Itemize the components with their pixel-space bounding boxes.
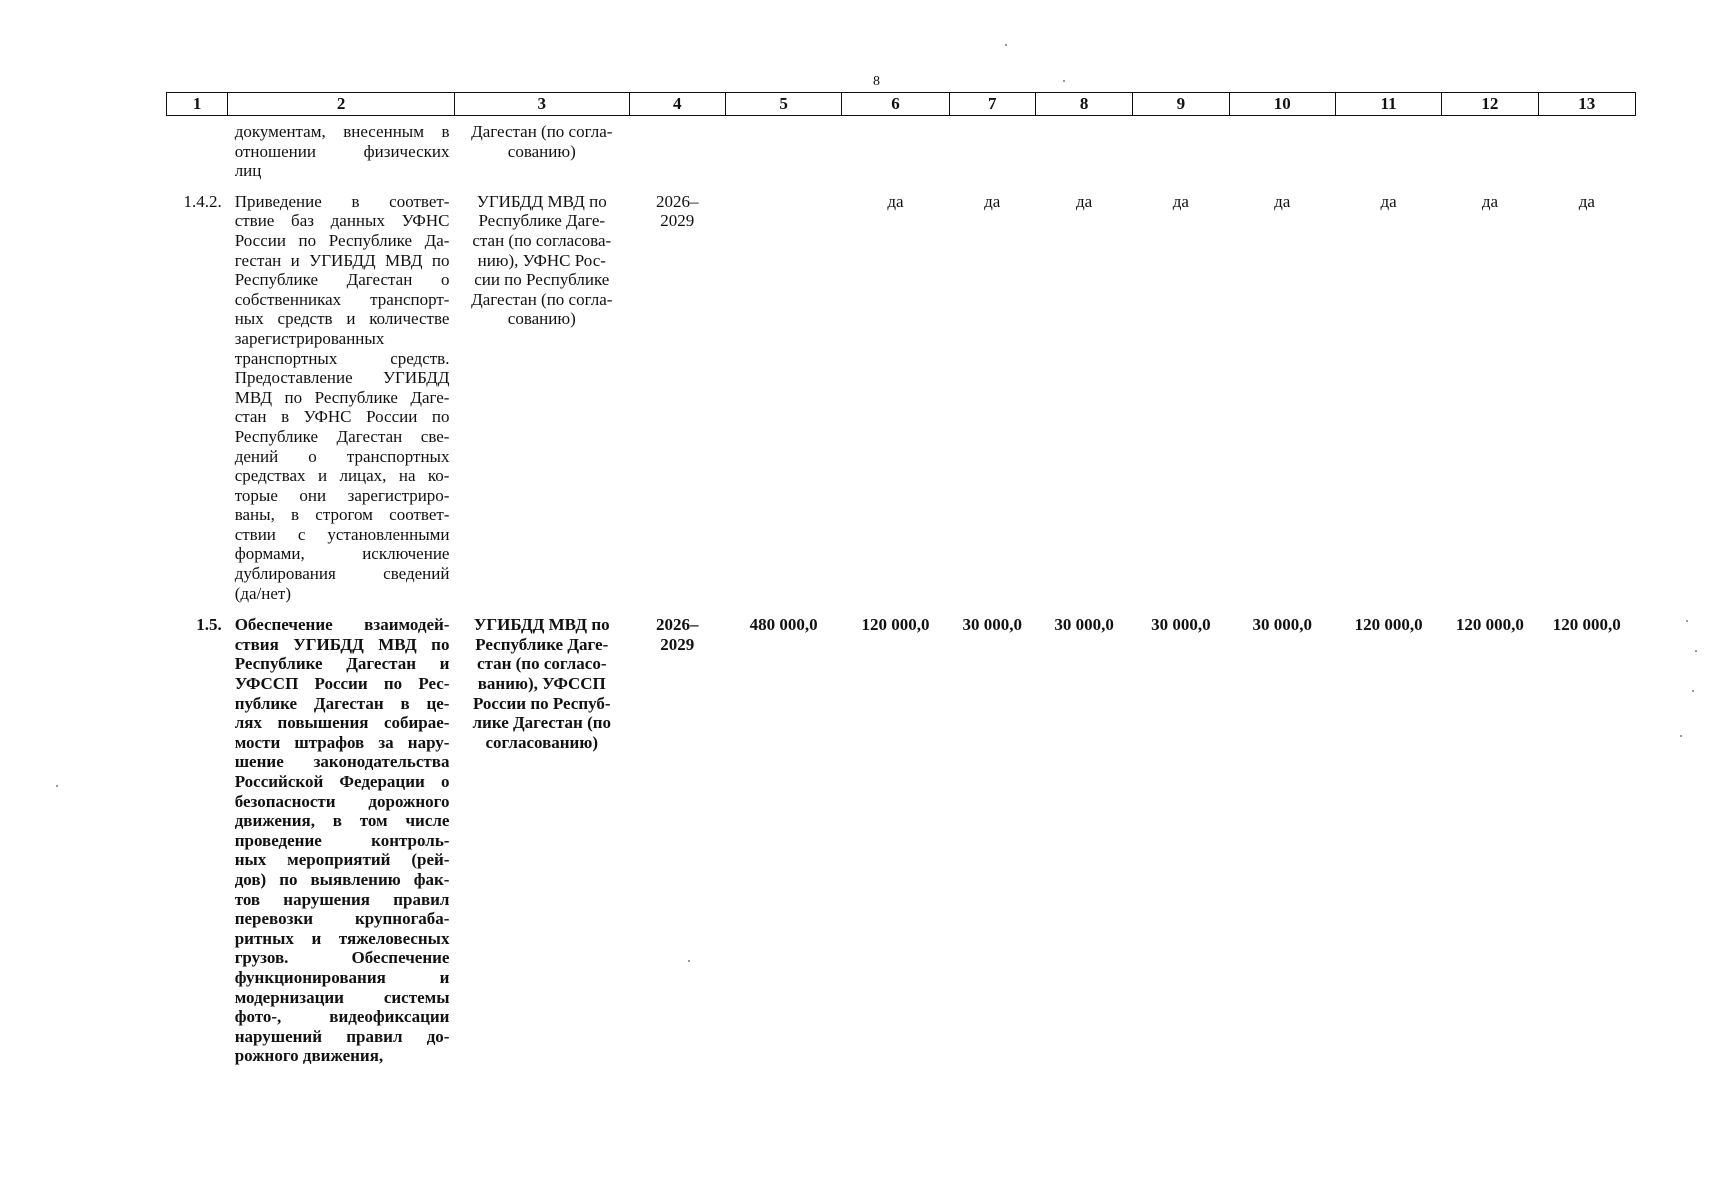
text-line: проведение контроль- bbox=[234, 830, 450, 850]
text-line: Республике Даге- bbox=[475, 634, 609, 654]
cell-col9: 30 000,0 bbox=[1151, 615, 1211, 635]
text-line: ных средств и количестве bbox=[234, 309, 450, 329]
text-line: сованию) bbox=[507, 141, 576, 161]
program-table bbox=[166, 92, 1636, 1066]
text-line: 2026– bbox=[655, 191, 699, 211]
text-line: нию), УФНС Рос- bbox=[477, 250, 606, 270]
text-line: Дагестан (по согла- bbox=[471, 122, 613, 141]
text-line: нарушений правил до- bbox=[234, 1026, 450, 1046]
text-line: ствия УГИБДД МВД по bbox=[234, 634, 450, 654]
executor-lines bbox=[459, 192, 624, 329]
page-number: 8 bbox=[873, 74, 880, 89]
scan-speck bbox=[1692, 690, 1694, 692]
text-line: дений о транспортных bbox=[234, 446, 450, 466]
column-header: 3 bbox=[454, 93, 629, 116]
cell-col13: 120 000,0 bbox=[1552, 615, 1621, 635]
cell-col10: 30 000,0 bbox=[1252, 615, 1312, 635]
text-line: средствах и лицах, на ко- bbox=[234, 466, 450, 486]
cell-col11: да bbox=[1380, 191, 1397, 211]
column-header: 8 bbox=[1035, 93, 1132, 116]
text-line: ных мероприятий (рей- bbox=[234, 850, 450, 870]
text-line: фото-, видеофиксации bbox=[234, 1007, 450, 1027]
text-line: Российской Федерации о bbox=[234, 772, 450, 791]
text-line: собственниках транспорт- bbox=[234, 289, 450, 309]
table-row-1-5 bbox=[167, 613, 1636, 1066]
text-line: гестан и УГИБДД МВД по bbox=[234, 250, 450, 270]
column-header: 1 bbox=[167, 93, 228, 116]
text-line: Республике Дагестан све- bbox=[234, 426, 450, 446]
text-line: публике Дагестан в це- bbox=[234, 693, 450, 713]
text-line: ствии с установленными bbox=[234, 524, 450, 544]
text-line: дублирования сведений bbox=[234, 564, 450, 584]
text-line: дов) по выявлению фак- bbox=[234, 869, 450, 889]
cell-col7: да bbox=[984, 191, 1001, 211]
scan-speck bbox=[1695, 650, 1697, 652]
text-line: модернизации системы bbox=[234, 987, 450, 1007]
executor-lines bbox=[459, 122, 624, 161]
table-row-1-4-2 bbox=[167, 192, 1636, 613]
cell-col5: 480 000,0 bbox=[749, 615, 818, 635]
text-line: рожного движения, bbox=[234, 1046, 384, 1066]
cell-col9: да bbox=[1172, 191, 1189, 211]
row-executor bbox=[454, 116, 629, 192]
column-header: 10 bbox=[1229, 93, 1335, 116]
scan-speck bbox=[1005, 44, 1007, 46]
row-period bbox=[629, 613, 725, 1066]
cell-col12: да bbox=[1481, 191, 1499, 211]
period-lines bbox=[634, 615, 720, 654]
text-line: тов нарушения правил bbox=[234, 889, 450, 909]
text-line: торые они зарегистриро- bbox=[234, 485, 450, 505]
text-line: стан (по согласо- bbox=[477, 654, 607, 674]
row-number: 1.4.2. bbox=[183, 191, 222, 211]
text-line: ванию), УФССП bbox=[477, 674, 606, 694]
text-line: безопасности дорожного bbox=[234, 791, 450, 811]
text-line: 2029 bbox=[660, 634, 695, 654]
row-description bbox=[228, 192, 455, 613]
scan-speck bbox=[56, 785, 58, 787]
executor-lines bbox=[459, 615, 624, 752]
description-lines bbox=[235, 122, 450, 181]
text-line: (да/нет) bbox=[234, 583, 292, 603]
column-header: 12 bbox=[1442, 93, 1538, 116]
cell-col13: да bbox=[1578, 191, 1595, 211]
text-line: УФССП России по Рес- bbox=[234, 674, 450, 694]
text-line: транспортных средств. bbox=[234, 348, 450, 368]
text-line: документам, внесенным в bbox=[234, 122, 450, 141]
column-header: 5 bbox=[725, 93, 841, 116]
period-lines bbox=[634, 192, 720, 231]
text-line: ваны, в строгом соответ- bbox=[234, 505, 450, 525]
text-line: УГИБДД МВД по bbox=[473, 615, 610, 635]
text-line: России по Республике Да- bbox=[234, 230, 450, 250]
cell-col12: 120 000,0 bbox=[1455, 615, 1524, 635]
column-header: 9 bbox=[1133, 93, 1229, 116]
text-line: Республике Дагестан и bbox=[234, 654, 450, 674]
text-line: ритных и тяжеловесных bbox=[234, 928, 450, 948]
row-period bbox=[629, 192, 725, 613]
text-line: сии по Республике bbox=[474, 270, 610, 290]
text-line: Республике Даге- bbox=[478, 211, 606, 231]
text-line: лиц bbox=[234, 161, 262, 181]
column-header: 6 bbox=[842, 93, 949, 116]
table-header-row bbox=[167, 93, 1636, 116]
cell-col8: 30 000,0 bbox=[1054, 615, 1114, 635]
text-line: шение законодательства bbox=[234, 752, 450, 772]
row-number: 1.5. bbox=[196, 615, 222, 635]
description-lines bbox=[235, 615, 450, 1066]
column-header: 13 bbox=[1538, 93, 1635, 116]
cell-col11: 120 000,0 bbox=[1354, 615, 1423, 635]
text-line: Республике Дагестан о bbox=[234, 270, 450, 290]
text-line: Приведение в соответ- bbox=[234, 191, 450, 211]
column-header: 7 bbox=[949, 93, 1035, 116]
text-line: 2026– bbox=[655, 615, 699, 635]
text-line: согласованию) bbox=[485, 732, 598, 752]
table-row-continuation bbox=[167, 116, 1636, 192]
text-line: Дагестан (по согла- bbox=[471, 289, 613, 309]
column-header: 11 bbox=[1335, 93, 1441, 116]
text-line: перевозки крупногаба- bbox=[234, 909, 450, 929]
text-line: зарегистрированных bbox=[234, 328, 385, 348]
text-line: 2029 bbox=[660, 211, 695, 231]
description-lines bbox=[235, 192, 450, 603]
text-line: ствие баз данных УФНС bbox=[234, 211, 450, 231]
scan-speck bbox=[1063, 80, 1065, 82]
cell-col8: да bbox=[1075, 191, 1093, 211]
text-line: Предоставление УГИБДД bbox=[234, 368, 450, 388]
text-line: лике Дагестан (по bbox=[472, 713, 612, 733]
text-line: движения, в том числе bbox=[234, 811, 450, 831]
cell-col10: да bbox=[1274, 191, 1291, 211]
text-line: формами, исключение bbox=[234, 544, 450, 564]
scan-speck bbox=[688, 960, 690, 962]
row-executor bbox=[454, 613, 629, 1066]
scan-speck bbox=[1686, 620, 1688, 622]
column-header: 4 bbox=[629, 93, 725, 116]
row-description bbox=[228, 613, 455, 1066]
text-line: России по Респуб- bbox=[472, 693, 611, 713]
cell-col7: 30 000,0 bbox=[962, 615, 1023, 635]
text-line: мости штрафов за нару- bbox=[234, 732, 450, 752]
text-line: стан (по согласова- bbox=[472, 230, 612, 250]
row-number bbox=[167, 116, 228, 192]
text-line: УГИБДД МВД по bbox=[476, 191, 607, 211]
text-line: грузов. Обеспечение bbox=[234, 948, 450, 968]
row-executor bbox=[454, 192, 629, 613]
cell-col6: 120 000,0 bbox=[861, 615, 930, 635]
cell-col5 bbox=[725, 192, 841, 613]
text-line: функционирования и bbox=[234, 967, 450, 987]
column-header: 2 bbox=[228, 93, 455, 116]
text-line: стан в УФНС России по bbox=[234, 407, 450, 427]
text-line: МВД по Республике Даге- bbox=[234, 387, 450, 407]
text-line: Обеспечение взаимодей- bbox=[234, 615, 450, 635]
text-line: лях повышения собирае- bbox=[234, 713, 450, 733]
text-line: сованию) bbox=[507, 309, 576, 329]
cell-col6: да bbox=[887, 191, 904, 211]
text-line: отношении физических bbox=[234, 141, 450, 161]
scan-speck bbox=[1680, 735, 1682, 737]
row-description bbox=[228, 116, 455, 192]
